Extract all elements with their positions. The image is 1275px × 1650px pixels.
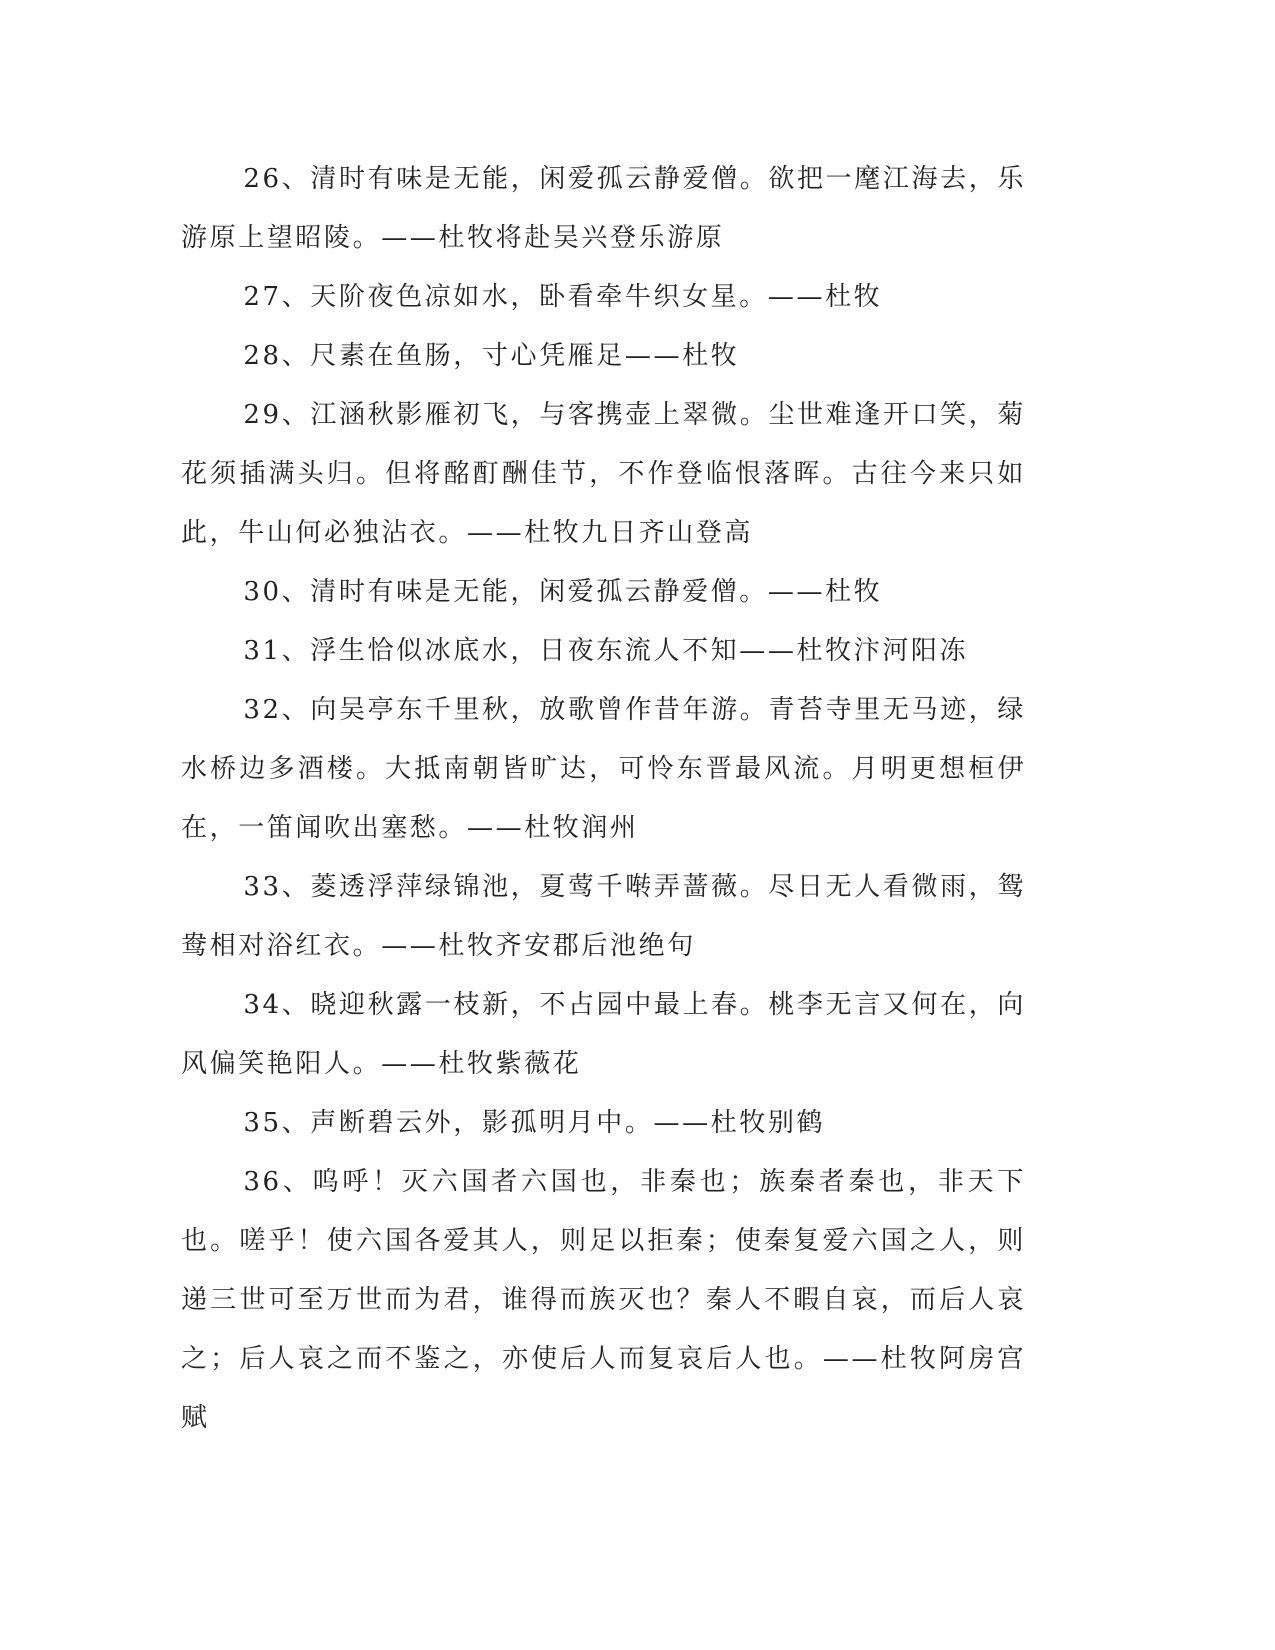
paragraph-29: 29、江涵秋影雁初飞，与客携壶上翠微。尘世难逢开口笑，菊花须插满头归。但将酩酊酬佳节，不作登临恨落晖。古往今来只如此，牛山何必独沾衣。——杜牧九日齐山登高 — [181, 400, 1026, 548]
paragraph-26: 26、清时有味是无能，闲爱孤云静爱僧。欲把一麾江海去，乐游原上望昭陵。——杜牧将赴吴兴登乐游原 — [181, 164, 1026, 253]
paragraph-28: 28、尺素在鱼肠，寸心凭雁足——杜牧 — [243, 341, 740, 371]
document-body — [181, 150, 1026, 1448]
paragraph-32: 32、向吴亭东千里秋，放歌曾作昔年游。青苔寺里无马迹，绿水桥边多酒楼。大抵南朝皆旷达，可怜东晋最风流。月明更想桓伊在，一笛闻吹出塞愁。——杜牧润州 — [181, 695, 1026, 843]
paragraph-27: 27、天阶夜色凉如水，卧看牵牛织女星。——杜牧 — [243, 282, 883, 312]
paragraph-33: 33、菱透浮萍绿锦池，夏莺千啭弄蔷薇。尽日无人看微雨，鸳鸯相对浴红衣。——杜牧齐安郡后池绝句 — [181, 872, 1026, 961]
paragraph-35: 35、声断碧云外，影孤明月中。——杜牧别鹤 — [243, 1108, 826, 1138]
paragraph-34: 34、晓迎秋露一枝新，不占园中最上春。桃李无言又何在，向风偏笑艳阳人。——杜牧紫薇花 — [181, 990, 1026, 1079]
paragraph-30: 30、清时有味是无能，闲爱孤云静爱僧。——杜牧 — [243, 577, 883, 607]
paragraph-31: 31、浮生恰似冰底水，日夜东流人不知——杜牧汴河阳冻 — [243, 636, 969, 666]
paragraph-36: 36、呜呼！灭六国者六国也，非秦也；族秦者秦也，非天下也。嗟乎！使六国各爱其人，则足以拒秦；使秦复爱六国之人，则递三世可至万世而为君，谁得而族灭也？秦人不暇自哀，而后人哀之；后人哀之而不鉴之，亦使后人而复哀后人也。——杜牧阿房宫赋 — [181, 1167, 1026, 1433]
